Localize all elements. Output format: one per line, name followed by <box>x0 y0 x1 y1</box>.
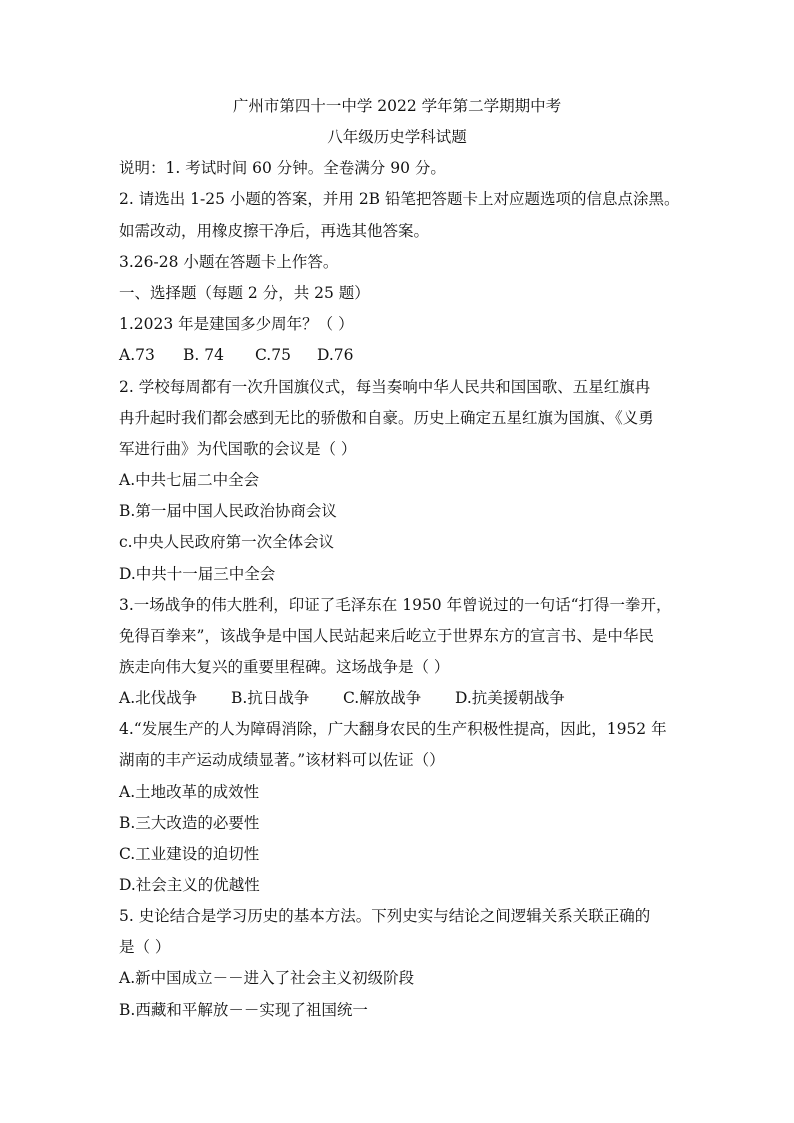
question-5-option-a: A.新中国成立－－进入了社会主义初级阶段 <box>119 969 415 987</box>
question-3-stem-line2: 免得百拳来”，该战争是中国人民站起来后屹立于世界东方的宣言书、是中华民 <box>119 627 654 645</box>
instruction-2a: 2. 请选出 1-25 小题的答案，并用 2B 铅笔把答题卡上对应题选项的信息点涂黑。 <box>119 190 680 208</box>
question-5-option-b: B.西藏和平解放－－实现了祖国统一 <box>119 1001 368 1019</box>
question-2-stem-line1: 2. 学校每周都有一次升国旗仪式，每当奏响中华人民共和国国歌、五星红旗冉 <box>119 378 651 396</box>
question-3-stem-line3: 族走向伟大复兴的重要里程碑。这场战争是（ ） <box>119 658 450 676</box>
question-4-option-b: B.三大改造的必要性 <box>119 814 260 832</box>
question-3-option-c: C.解放战争 <box>343 689 422 707</box>
question-1-options <box>119 345 354 365</box>
instruction-2b: 如需改动，用橡皮擦干净后，再选其他答案。 <box>119 222 430 240</box>
question-4-option-d: D.社会主义的优越性 <box>119 876 260 894</box>
question-1-stem: 1.2023 年是建国多少周年？（ ） <box>119 315 354 333</box>
question-4-stem-line1: 4.“发展生产的人为障碍消除，广大翻身农民的生产积极性提高，因此，1952 年 <box>119 720 667 738</box>
question-2-stem-line3: 军进行曲》为代国歌的会议是（ ） <box>119 440 357 458</box>
question-3-stem-line1: 3.一场战争的伟大胜利，印证了毛泽东在 1950 年曾说过的一句话“打得一拳开， <box>119 596 672 614</box>
question-2-option-a: A.中共七届二中全会 <box>119 471 260 489</box>
exam-title-line2: 八年级历史学科试题 <box>327 128 467 146</box>
question-3-options <box>119 688 565 708</box>
question-3-option-a: A.北伐战争 <box>119 689 198 707</box>
question-4-stem-line2: 湖南的丰产运动成绩显著。”该材料可以佐证（） <box>119 751 445 769</box>
question-1-option-b: B. 74 <box>183 346 224 364</box>
question-2-option-b: B.第一届中国人民政治协商会议 <box>119 502 337 520</box>
question-5-stem-line2: 是（ ） <box>119 938 171 956</box>
question-1-option-d: D.76 <box>317 346 354 364</box>
question-2-option-c: c.中央人民政府第一次全体会议 <box>119 533 335 551</box>
section-heading: 一、选择题（每题 2 分，共 25 题） <box>119 284 370 302</box>
exam-title-line1: 广州市第四十一中学 2022 学年第二学期期中考 <box>232 97 562 115</box>
question-4-option-a: A.土地改革的成效性 <box>119 783 260 801</box>
question-1-option-c: C.75 <box>255 346 291 364</box>
question-3-option-d: D.抗美援朝战争 <box>455 689 565 707</box>
question-2-option-d: D.中共十一届三中全会 <box>119 565 276 583</box>
question-4-option-c: C.工业建设的迫切性 <box>119 845 260 863</box>
question-2-stem-line2: 冉升起时我们都会感到无比的骄傲和自豪。历史上确定五星红旗为国旗、《义勇 <box>119 409 654 427</box>
question-3-option-b: B.抗日战争 <box>231 689 310 707</box>
question-5-stem-line1: 5. 史论结合是学习历史的基本方法。下列史实与结论之间逻辑关系关联正确的 <box>119 907 651 925</box>
question-1-option-a: A.73 <box>119 346 155 364</box>
instruction-1: 说明：1. 考试时间 60 分钟。全卷满分 90 分。 <box>119 159 446 177</box>
instruction-3: 3.26-28 小题在答题卡上作答。 <box>119 253 339 271</box>
